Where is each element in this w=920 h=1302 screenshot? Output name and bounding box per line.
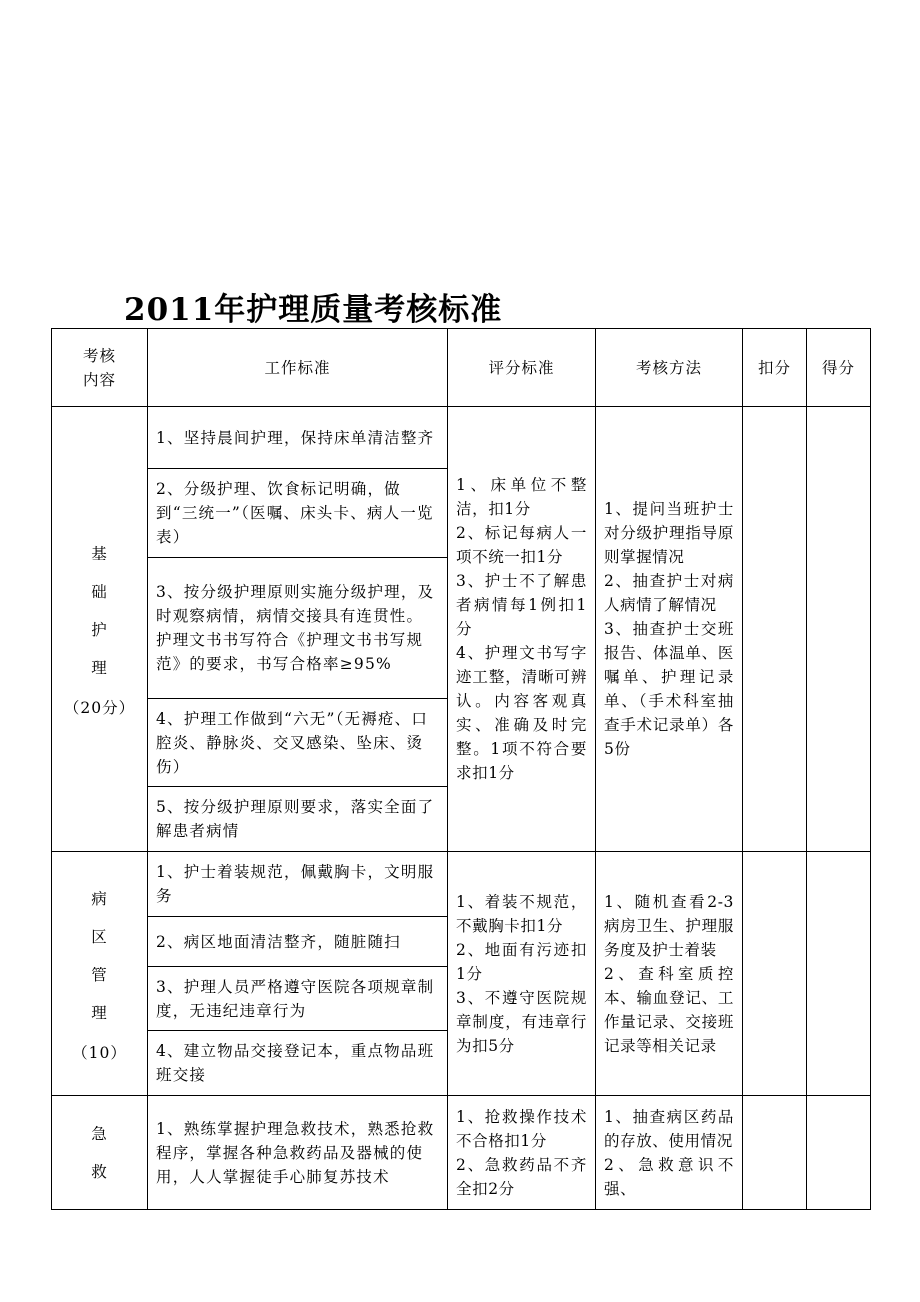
deduction-cell	[743, 407, 807, 852]
header-score-text: 得分	[821, 358, 855, 377]
header-content	[52, 329, 148, 407]
header-deduction-text: 扣分	[757, 358, 791, 377]
table-row	[52, 1096, 871, 1210]
work-standard-item: 4、建立物品交接登记本，重点物品班班交接	[148, 1031, 448, 1096]
category-char: 病	[91, 889, 108, 908]
deduction-cell	[743, 852, 807, 1096]
header-content-text: 考核 内容	[82, 346, 116, 389]
deduction-cell	[743, 1096, 807, 1210]
work-standard-item: 5、按分级护理原则要求，落实全面了解患者病情	[148, 787, 448, 852]
header-row	[52, 329, 871, 407]
table-row	[52, 852, 871, 917]
header-scoring-standard	[448, 329, 596, 407]
score-cell	[807, 1096, 871, 1210]
header-method-text: 考核方法	[635, 358, 702, 377]
score-cell	[807, 852, 871, 1096]
header-method	[596, 329, 743, 407]
category-char: 急	[91, 1124, 108, 1143]
work-standard-item: 1、护士着装规范，佩戴胸卡，文明服务	[148, 852, 448, 917]
category-char: 救	[91, 1162, 108, 1181]
scoring-standard-cell: 1、着装不规范，不戴胸卡扣1分 2、地面有污迹扣1分 3、不遵守医院规章制度，有违章行为扣5分	[448, 852, 596, 1096]
category-ward-management	[52, 852, 148, 1096]
work-standard-item: 4、护理工作做到“六无”（无褥疮、口腔炎、静脉炎、交叉感染、坠床、烫伤）	[148, 699, 448, 787]
category-char: 理	[91, 1003, 108, 1022]
work-standard-item: 1、熟练掌握护理急救技术，熟悉抢救程序，掌握各种急救药品及器械的使用，人人掌握徒手心肺复苏技术	[148, 1096, 448, 1210]
method-cell: 1、随机查看2-3病房卫生、护理服务度及护士着装 2、查科室质控本、输血登记、工作量记录、交接班记录等相关记录	[596, 852, 743, 1096]
category-score: （20分）	[63, 699, 136, 717]
work-standard-item: 2、分级护理、饮食标记明确，做到“三统一”（医嘱、床头卡、病人一览表）	[148, 469, 448, 558]
category-basic-nursing	[52, 407, 148, 852]
work-standard-item: 1、坚持晨间护理，保持床单清洁整齐	[148, 407, 448, 469]
header-score	[807, 329, 871, 407]
category-char: 基	[91, 545, 108, 563]
header-deduction	[743, 329, 807, 407]
scoring-standard-cell: 1、抢救操作技术不合格扣1分 2、急救药品不齐全扣2分	[448, 1096, 596, 1210]
assessment-table	[51, 328, 871, 1210]
header-work-standard	[148, 329, 448, 407]
category-emergency	[52, 1096, 148, 1210]
score-cell	[807, 407, 871, 852]
category-char: 理	[91, 659, 108, 677]
method-cell: 1、抽查病区药品的存放、使用情况 2、急救意识不强、	[596, 1096, 743, 1210]
work-standard-item: 3、护理人员严格遵守医院各项规章制度，无违纪违章行为	[148, 967, 448, 1031]
category-score: （10）	[72, 1043, 127, 1062]
header-work-standard-text: 工作标准	[264, 358, 331, 377]
table-row	[52, 407, 871, 469]
header-scoring-standard-text: 评分标准	[488, 358, 555, 377]
work-standard-item: 3、按分级护理原则实施分级护理，及时观察病情，病情交接具有连贯性。护理文书书写符合《护理文书书写规范》的要求，书写合格率≥95%	[148, 558, 448, 699]
category-char: 护	[91, 621, 108, 639]
page-title: 2011年护理质量考核标准	[124, 292, 503, 328]
work-standard-item: 2、病区地面清洁整齐，随脏随扫	[148, 917, 448, 967]
category-char: 管	[91, 965, 108, 984]
method-cell: 1、提问当班护士对分级护理指导原则掌握情况 2、抽查护士对病人病情了解情况 3、抽查护士交班报告、体温单、医嘱单、护理记录单、（手术科室抽查手术记录单）各5份	[596, 407, 743, 852]
scoring-standard-cell: 1、床单位不整洁，扣1分 2、标记每病人一项不统一扣1分 3、护士不了解患者病情每1例扣1分 4、护理文书写字迹工整，清晰可辨认。内容客观真实、准确及时完整。1项不符合要求扣1分	[448, 407, 596, 852]
category-char: 础	[91, 583, 108, 601]
category-char: 区	[91, 927, 108, 946]
